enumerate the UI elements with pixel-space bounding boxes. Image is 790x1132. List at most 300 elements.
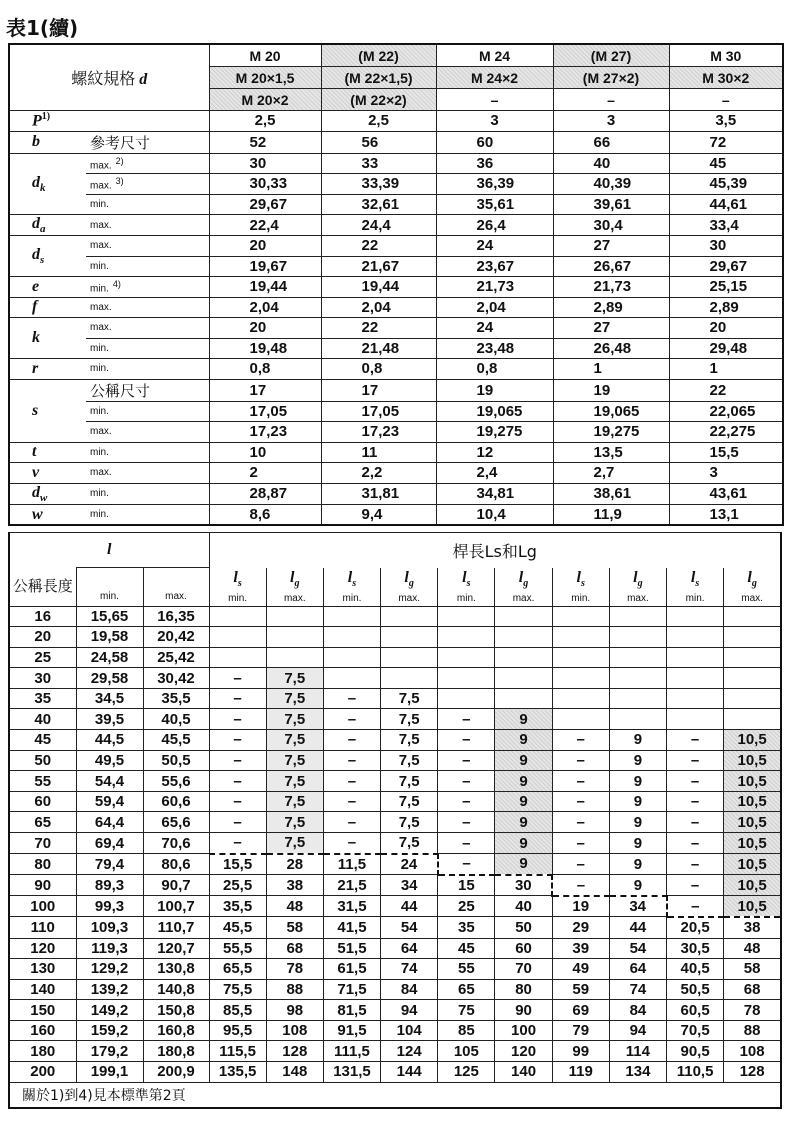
dimension-row [9,442,783,463]
ls-min-value [323,668,380,689]
lg-max-value: 48 [724,938,781,959]
length-row [9,1062,781,1083]
lg-max-value [609,647,666,668]
length-max: 50,5 [143,750,209,771]
dimension-qualifier [86,153,209,174]
qualifier-text: max. [90,240,112,252]
lg-max-value: 38 [724,917,781,938]
footnote-row [9,1082,781,1108]
ls-min-value: 119 [552,1062,609,1083]
dimension-value: 44,61 [669,194,783,215]
qualifier-text: min. [90,260,109,272]
length-max: 80,6 [143,854,209,875]
length-min: 99,3 [76,896,143,917]
thread-size-var: d [139,71,148,88]
nominal-length: 150 [9,1000,76,1021]
symbol-subscript: s [237,578,242,590]
thread-size-header: M 20×1,5 [209,67,321,89]
symbol-text: d [32,173,40,191]
lg-max-value [724,647,781,668]
length-row [9,833,781,854]
lg-max-value: 9 [495,771,552,792]
symbol-subscript: k [40,181,46,194]
dimension-value: 22 [321,236,436,257]
ls-min-value: – [438,750,495,771]
length-max: 30,42 [143,668,209,689]
dimension-qualifier [86,131,209,153]
length-min: 149,2 [76,1000,143,1021]
nominal-length: 60 [9,791,76,812]
lg-max-value [609,627,666,648]
ls-min-value: – [209,791,266,812]
length-min: 59,4 [76,791,143,812]
ls-min-value: 95,5 [209,1020,266,1041]
nominal-length: 25 [9,647,76,668]
dimension-qualifier [86,338,209,359]
ls-min-value: – [667,812,724,833]
thread-size-header: – [669,89,783,111]
symbol-text: k [32,329,40,347]
ls-min-value: – [323,709,380,730]
ls-min-value: 49 [552,959,609,980]
dimension-value: 1 [553,359,669,380]
length-max: 100,7 [143,896,209,917]
lg-max-value: 64 [381,938,438,959]
column-symbol [210,569,266,589]
ls-min-value: 70,5 [667,1020,724,1041]
length-min: 199,1 [76,1062,143,1083]
ls-min-value: 50,5 [667,979,724,1000]
lg-max-value [381,647,438,668]
lg-max-value: 54 [381,917,438,938]
thread-size-header: M 24 [436,44,553,67]
nominal-length: 90 [9,875,76,896]
lg-max-value: 10,5 [724,812,781,833]
dimension-value: 60 [436,131,553,153]
ls-min-value [323,647,380,668]
lg-max-value: 7,5 [381,688,438,709]
ls-min-value: – [209,688,266,709]
symbol-subscript: s [580,578,585,590]
lg-max-value: 70 [495,959,552,980]
ls-min-value: 99 [552,1041,609,1062]
symbol-subscript: a [40,223,46,236]
dimension-value: 21,73 [436,277,553,298]
symbol-text: l [633,568,638,586]
footnote-ref: 4) [112,279,121,290]
ls-min-value [552,647,609,668]
column-symbol [438,569,494,589]
lg-max-value: 114 [609,1041,666,1062]
length-row [9,688,781,709]
lg-max-value: 54 [609,938,666,959]
dimension-value: 24 [436,318,553,339]
lg-max-value: 9 [609,791,666,812]
header-row [9,568,781,607]
ls-min-value: – [667,791,724,812]
ls-min-value: – [552,812,609,833]
length-min: 19,58 [76,627,143,648]
ls-min-value: 110,5 [667,1062,724,1083]
dimension-qualifier [86,236,209,257]
dimension-value: 22 [321,318,436,339]
dimension-value: 20 [209,236,321,257]
length-max: 180,8 [143,1041,209,1062]
dimension-value: 36,39 [436,174,553,195]
lg-max-value [495,647,552,668]
ls-min-value: – [209,709,266,730]
ls-min-value: 55,5 [209,938,266,959]
lg-max-value: 7,5 [381,833,438,854]
length-row [9,938,781,959]
length-max: 140,8 [143,979,209,1000]
ls-min-value [667,627,724,648]
length-min: 119,3 [76,938,143,959]
qualifier: max. [627,593,649,605]
length-min: 69,4 [76,833,143,854]
length-min: 49,5 [76,750,143,771]
qualifier-text: min. [90,342,109,354]
lg-max-value: 9 [609,771,666,792]
column-symbol [667,569,723,589]
dimension-value: 17 [321,379,436,401]
length-row [9,750,781,771]
dimension-value: 29,67 [209,194,321,215]
ls-min-value: 65 [438,979,495,1000]
lg-max-value [724,709,781,730]
lg-max-value [724,606,781,627]
nominal-length: 100 [9,896,76,917]
dimension-qualifier [86,401,209,422]
thread-size-header: (M 27) [553,44,669,67]
length-min: 79,4 [76,854,143,875]
length-max: 60,6 [143,791,209,812]
dimension-value: 13,1 [669,504,783,525]
lg-max-value: 88 [724,1020,781,1041]
dimension-value: 19,065 [436,401,553,422]
dimension-value: 10,4 [436,504,553,525]
ls-min-value [667,688,724,709]
ls-min-value [667,606,724,627]
ls-min-value: – [552,730,609,751]
lg-max-value: 144 [381,1062,438,1083]
lg-max-value [609,709,666,730]
ls-min-value: – [209,668,266,689]
length-max: 70,6 [143,833,209,854]
nominal-length: 50 [9,750,76,771]
dimension-row [9,504,783,525]
lg-max-value: 100 [495,1020,552,1041]
dimension-value: 30 [669,236,783,257]
symbol-subscript: g [523,578,529,590]
dimension-qualifier [86,359,209,380]
ls-min-value [323,627,380,648]
thread-size-header: (M 22×2) [321,89,436,111]
lg-max-value [609,668,666,689]
lg-max-value: 108 [724,1041,781,1062]
lg-max-value [724,627,781,648]
nominal-length: 55 [9,771,76,792]
dimension-symbol [9,297,86,318]
ls-min-value: – [323,812,380,833]
dimension-value: 35,61 [436,194,553,215]
lg-max-value: 7,5 [266,812,323,833]
dimension-value: 19,275 [553,422,669,443]
ls-min-value: 15,5 [209,854,266,875]
dimension-value: 10 [209,442,321,463]
dimension-row [9,236,783,257]
length-max: 110,7 [143,917,209,938]
dimension-value: 1 [669,359,783,380]
qualifier: max. [398,593,420,605]
symbol-text: l [576,568,581,586]
symbol-text: e [32,277,40,295]
length-row [9,668,781,689]
lg-max-value [495,627,552,648]
ls-min-value [552,709,609,730]
ls-min-value: 11,5 [323,854,380,875]
length-max: 55,6 [143,771,209,792]
lg-max-value: 44 [609,917,666,938]
lg-max-value [266,606,323,627]
ls-min-value: – [438,730,495,751]
length-min: 89,3 [76,875,143,896]
dimension-qualifier [86,422,209,443]
ls-min-value: – [667,750,724,771]
ls-min-value: 59 [552,979,609,1000]
lg-max-value: 90 [495,1000,552,1021]
dimension-value: 3 [553,111,669,132]
dimension-value: 72 [669,131,783,153]
nominal-length: 65 [9,812,76,833]
ls-min-value [552,688,609,709]
ls-min-value: – [438,833,495,854]
lg-max-value [724,688,781,709]
ls-min-value: 105 [438,1041,495,1062]
length-row [9,959,781,980]
thread-size-header: M 30×2 [669,67,783,89]
symbol-text: l [290,568,295,586]
ls-min-value: – [323,688,380,709]
dimension-row [9,153,783,174]
qualifier-text: min. [90,198,109,210]
lg-max-value: 7,5 [266,688,323,709]
dimension-value: 2,5 [209,111,321,132]
dimension-symbol [9,318,86,359]
dimension-value: 15,5 [669,442,783,463]
dimension-value: 9,4 [321,504,436,525]
dimension-qualifier [86,297,209,318]
lg-max-value [266,647,323,668]
dimension-value: 27 [553,236,669,257]
ls-min-value: 81,5 [323,1000,380,1021]
lg-max-header [495,568,552,607]
lg-max-value: 140 [495,1062,552,1083]
dimension-value: 29,67 [669,256,783,277]
ls-min-value [438,647,495,668]
lg-max-value [724,668,781,689]
qualifier-text: max. [90,322,112,334]
dimension-value: 33,39 [321,174,436,195]
lg-max-value: 74 [609,979,666,1000]
dimension-symbol [9,111,86,132]
dimension-value: 39,61 [553,194,669,215]
dimension-value: 12 [436,442,553,463]
lg-max-value: 34 [381,875,438,896]
symbol-subscript: g [751,578,757,590]
ls-min-value: 115,5 [209,1041,266,1062]
dimension-row [9,277,783,298]
dimension-value: 11 [321,442,436,463]
dimension-value: 28,87 [209,483,321,504]
dimension-value: 45 [669,153,783,174]
ls-min-value: 30,5 [667,938,724,959]
nominal-length: 70 [9,833,76,854]
ls-min-value [438,688,495,709]
length-row [9,791,781,812]
qualifier: max. [741,593,763,605]
lg-max-value: 30 [495,875,552,896]
footnote-ref: 3) [115,176,124,187]
nominal-length: 130 [9,959,76,980]
lg-max-value: 9 [609,750,666,771]
ls-min-value: – [209,812,266,833]
ls-min-value: – [667,854,724,875]
ls-min-value: – [667,896,724,917]
ls-min-value: – [552,791,609,812]
dimension-value: 32,61 [321,194,436,215]
ls-min-value: 35,5 [209,896,266,917]
ls-min-value: 39 [552,938,609,959]
qualifier: min. [571,593,591,605]
lg-max-value [381,627,438,648]
lg-max-value: 9 [609,875,666,896]
length-l-label: l [9,533,209,568]
dimension-row [9,359,783,380]
dimension-symbol [9,277,86,298]
lg-max-value: 10,5 [724,875,781,896]
nominal-length: 200 [9,1062,76,1083]
dimension-value: 40,39 [553,174,669,195]
lg-max-value: 9 [609,854,666,875]
dimension-value: 0,8 [436,359,553,380]
lg-max-value: 78 [266,959,323,980]
dimension-value: 21,48 [321,338,436,359]
ls-min-value: 85,5 [209,1000,266,1021]
lg-max-value: 128 [724,1062,781,1083]
dimension-value: 2,89 [669,297,783,318]
qualifier: min. [456,593,476,605]
dimension-qualifier [86,215,209,236]
lg-max-value [495,688,552,709]
dimension-value: 26,48 [553,338,669,359]
qualifier: max. [512,593,535,605]
lg-max-value: 120 [495,1041,552,1062]
lg-max-value: 7,5 [266,791,323,812]
length-max: 20,42 [143,627,209,648]
ls-min-value: 15 [438,875,495,896]
lg-max-value: 88 [266,979,323,1000]
lg-max-value: 7,5 [381,771,438,792]
dimension-value: 30,4 [553,215,669,236]
lg-max-value: 9 [495,812,552,833]
dimension-row [9,422,783,443]
ls-min-value [552,606,609,627]
dimension-value: 23,48 [436,338,553,359]
lg-max-value: 7,5 [266,709,323,730]
ls-min-header [323,568,380,607]
symbol-text: s [32,401,39,419]
dimension-row [9,215,783,236]
lg-max-value: 94 [609,1020,666,1041]
ls-min-value: 25 [438,896,495,917]
lg-max-value: 104 [381,1020,438,1041]
length-min: 179,2 [76,1041,143,1062]
nominal-length: 45 [9,730,76,751]
symbol-subscript: s [695,578,700,590]
symbol-text: l [404,568,409,586]
lg-max-value: 10,5 [724,750,781,771]
dimension-value: 3 [669,463,783,484]
nominal-length: 140 [9,979,76,1000]
lg-max-value: 7,5 [266,833,323,854]
dimension-value: 2,04 [436,297,553,318]
symbol-text: l [747,568,752,586]
lg-max-value [381,606,438,627]
dimensions-table [8,43,784,526]
dimension-row [9,318,783,339]
lg-max-value: 68 [266,938,323,959]
column-symbol [724,569,780,589]
dimension-qualifier [86,256,209,277]
dimension-symbol [9,442,86,463]
symbol-subscript: s [352,578,357,590]
lg-max-value: 9 [495,750,552,771]
length-min: 29,58 [76,668,143,689]
qualifier-text: max. [90,467,112,479]
dimension-row [9,483,783,504]
lg-max-value: 7,5 [266,668,323,689]
ls-min-value: – [667,771,724,792]
dimension-value: 56 [321,131,436,153]
symbol-text: b [32,133,40,150]
symbol-text: P [32,112,42,130]
ls-min-value: – [667,875,724,896]
dimension-symbol [9,379,86,442]
symbol-subscript: s [40,254,45,267]
thread-size-text: 螺紋規格 [71,69,136,88]
column-symbol [610,569,666,589]
ls-min-value: – [438,709,495,730]
dimension-qualifier [86,463,209,484]
dimension-value: 2,04 [209,297,321,318]
ls-min-value: 25,5 [209,875,266,896]
dimension-row [9,111,783,132]
dimension-qualifier [86,194,209,215]
dimension-value: 19 [553,379,669,401]
qualifier-text: max. [90,180,112,192]
ls-min-value: 69 [552,1000,609,1021]
ls-min-value: 19 [552,896,609,917]
dimension-value: 40 [553,153,669,174]
dimension-qualifier [86,483,209,504]
ls-min-value: 31,5 [323,896,380,917]
nominal-length: 160 [9,1020,76,1041]
ls-min-value [667,709,724,730]
ls-min-value: 65,5 [209,959,266,980]
ls-min-value: 131,5 [323,1062,380,1083]
lg-max-header [609,568,666,607]
